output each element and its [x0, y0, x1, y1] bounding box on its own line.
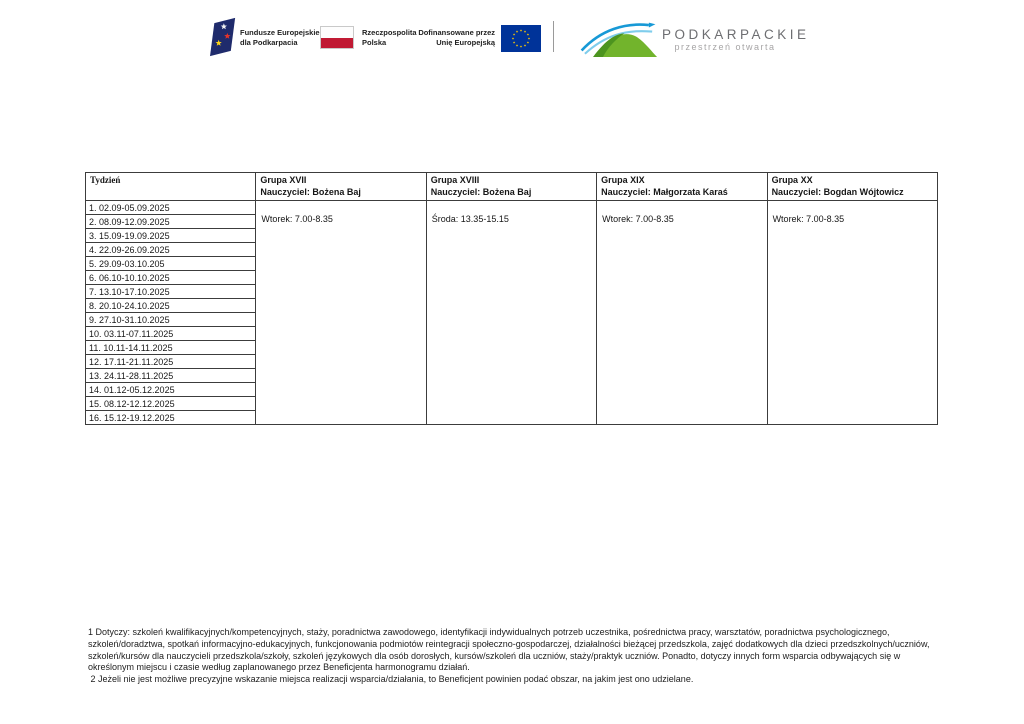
group-18-schedule: Środa: 13.35-15.15 [426, 201, 596, 425]
poland-flag-icon [320, 26, 354, 49]
group-19-teacher: Nauczyciel: Małgorzata Karaś [601, 186, 728, 197]
header-divider [553, 21, 554, 52]
group-20-teacher: Nauczyciel: Bogdan Wójtowicz [771, 186, 904, 197]
fundusze-caption-line1: Fundusze Europejskie [240, 28, 320, 37]
group-19-header [597, 173, 767, 201]
week-cell: 3. 15.09-19.09.2025 [86, 229, 256, 243]
table-row [86, 201, 938, 215]
poland-caption-line1: Rzeczpospolita [362, 28, 417, 37]
table-header-row [86, 173, 938, 201]
group-19-name: Grupa XIX [601, 175, 645, 185]
poland-caption-line2: Polska [362, 37, 387, 47]
schedule-table [85, 172, 938, 425]
group-20-header [767, 173, 937, 201]
footnote-2: 2 Jeżeli nie jest możliwe precyzyjne wskazanie miejsca realizacji wsparcia/działania, to Beneficjent powinien podać obszar, na jakim jest ono udzielane. [88, 674, 694, 685]
eu-funding-caption-line2: Unię Europejską [436, 37, 495, 47]
week-cell: 15. 08.12-12.12.2025 [86, 397, 256, 411]
footnotes [88, 627, 936, 686]
week-cell: 16. 15.12-19.12.2025 [86, 411, 256, 425]
podkarpackie-subtitle: przestrzeń otwarta [674, 42, 776, 52]
group-20-name: Grupa XX [771, 175, 813, 185]
fundusze-logo-caption [240, 28, 320, 47]
group-17-schedule: Wtorek: 7.00-8.35 [256, 201, 426, 425]
footnote-1: 1 Dotyczy: szkoleń kwalifikacyjnych/kompetencyjnych, staży, poradnictwa zawodowego, identyfikacji indywidualnych potrzeb uczestnika, pośrednictwa pracy, warsztatów, poradnictwa psychologicznego, szkoleń/doradztwa, spotkań informacyjno-edukacyjnych, funkcjonowania podmiotów reintegracji społeczno-gospodarczej, działalności bieżącej przedszkola, zajęć dodatkowych dla dzieci przedszkolnych/uczniów, szkoleń/kursów dla nauczycieli przedszkola/szkoły, szkoleń językowych dla osób dorosłych, kursów/szkoleń dla uczniów, staży/praktyk uczniów. Ponadto, dotyczy innych form wsparcia odbywających się w określonym miejscu i czasie według zaplanowanego przez Beneficjenta harmonogramu działań. [88, 627, 932, 673]
week-cell: 4. 22.09-26.09.2025 [86, 243, 256, 257]
week-cell: 7. 13.10-17.10.2025 [86, 285, 256, 299]
group-18-teacher: Nauczyciel: Bożena Baj [430, 186, 532, 197]
week-cell: 10. 03.11-07.11.2025 [86, 327, 256, 341]
eu-funding-caption [415, 28, 495, 47]
week-column-header: Tydzień [86, 173, 256, 201]
week-cell: 9. 27.10-31.10.2025 [86, 313, 256, 327]
fundusze-caption-line2: dla Podkarpacia [240, 37, 298, 47]
group-17-name: Grupa XVII [260, 175, 307, 185]
week-cell: 1. 02.09-05.09.2025 [86, 201, 256, 215]
week-cell: 12. 17.11-21.11.2025 [86, 355, 256, 369]
eu-flag-icon [501, 25, 541, 52]
week-cell: 2. 08.09-12.09.2025 [86, 215, 256, 229]
podkarpackie-title: PODKARPACKIE [662, 27, 810, 42]
group-18-header [426, 173, 596, 201]
eu-funding-caption-line1: Dofinansowane przez [418, 28, 495, 37]
fundusze-flag-icon [210, 16, 236, 58]
week-cell: 6. 06.10-10.10.2025 [86, 271, 256, 285]
week-cell: 5. 29.09-03.10.205 [86, 257, 256, 271]
group-19-schedule: Wtorek: 7.00-8.35 [597, 201, 767, 425]
week-cell: 14. 01.12-05.12.2025 [86, 383, 256, 397]
logos-header [0, 0, 1024, 75]
week-cell: 11. 10.11-14.11.2025 [86, 341, 256, 355]
week-cell: 8. 20.10-24.10.2025 [86, 299, 256, 313]
group-17-header [256, 173, 426, 201]
week-cell: 13. 24.11-28.11.2025 [86, 369, 256, 383]
poland-logo-caption [362, 28, 417, 47]
podkarpackie-hill-icon [580, 20, 662, 58]
group-17-teacher: Nauczyciel: Bożena Baj [260, 186, 361, 197]
group-20-schedule: Wtorek: 7.00-8.35 [767, 201, 937, 425]
group-18-name: Grupa XVIII [430, 175, 480, 185]
